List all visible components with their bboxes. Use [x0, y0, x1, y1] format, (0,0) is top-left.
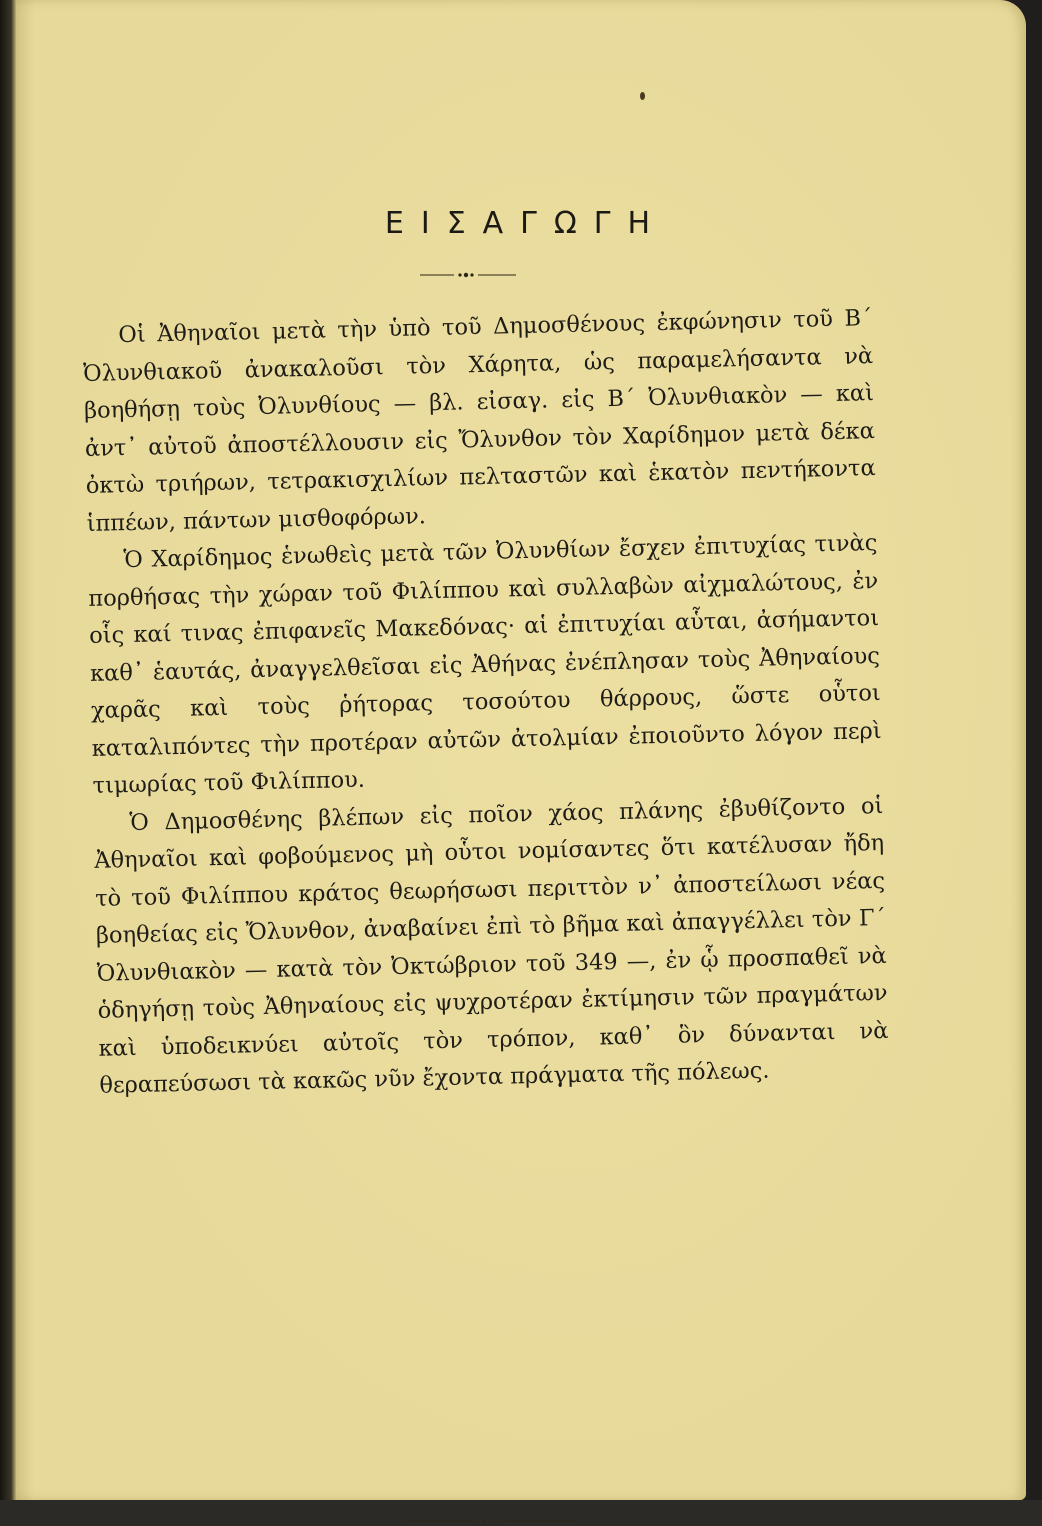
paragraph-1: Οἱ Ἀθηναῖοι μετὰ τὴν ὑπὸ τοῦ Δημοσθένους ἐκφώνησιν τοῦ Β΄ Ὀλυνθιακοῦ ἀνακαλοῦσι τὸν Χάρητα, ὡς παραμελήσαντα νὰ βοηθήσῃ τοὺς Ὀλυνθίους — βλ. εἰσαγ. εἰς Β΄ Ὀλυνθιακὸν — καὶ ἀντ᾽ αὐτοῦ ἀποστέλλουσιν εἰς Ὄλυνθον τὸν Χαρίδημον μετὰ δέκα ὀκτὼ τριήρων, τετρακισχιλίων πελταστῶν καὶ ἑκατὸν πεντήκοντα ἱππέων, πάντων μισθοφόρων. — [82, 305, 876, 537]
page-title: ΕΙΣΑΓΩΓΗ — [384, 206, 668, 241]
body-text — [82, 300, 890, 1105]
end-ornament — [406, 1516, 576, 1526]
paragraph-2: Ὁ Χαρίδημος ἑνωθεὶς μετὰ τῶν Ὀλυνθίων ἔσχεν ἐπιτυχίας τινὰς πορθήσας τὴν χώραν τοῦ Φιλίππου καὶ συλλαβὼν αἰχμαλώτους, ἐν οἷς καί τινας ἐπιφανεῖς Μακεδόνας· αἱ ἐπιτυχίαι αὗται, ἀσήμαντοι καθ᾽ ἑαυτάς, ἀναγγελθεῖσαι εἰς Ἀθήνας ἐνέπλησαν τοὺς Ἀθηναίους χαρᾶς καὶ τοὺς ῥήτορας τοσούτου θάρρους, ὥστε οὗτοι καταλιπόντες τὴν προτέραν αὐτῶν ἀτολμίαν ἐποιοῦντο λόγον περὶ τιμωρίας τοῦ Φιλίππου. — [88, 530, 882, 799]
paragraph-3: Ὁ Δημοσθένης βλέπων εἰς ποῖον χάος πλάνης ἐβυθίζοντο οἱ Ἀθηναῖοι καὶ φοβούμενος μὴ οὗτοι νομίσαντες ὅτι κατέλυσαν ἤδη τὸ τοῦ Φιλίππου κράτος θεωρήσωσι περιττὸν ν᾽ ἀποστείλωσι νέας βοηθείας εἰς Ὄλυνθον, ἀναβαίνει ἐπὶ τὸ βῆμα καὶ ἀπαγγέλλει τὸν Γ΄ Ὀλυνθιακὸν — κατὰ τὸν Ὀκτώβριον τοῦ 349 —, ἐν ᾧ προσπαθεῖ νὰ ὁδηγήσῃ τοὺς Ἀθηναίους εἰς ψυχροτέραν ἐκτίμησιν τῶν πραγμάτων καὶ ὑποδεικνύει αὐτοῖς τὸν τρόπον, καθ᾽ ὃν δύνανται νὰ θεραπεύσωσι τὰ κακῶς νῦν ἔχοντα πράγματα τῆς πόλεως. — [94, 792, 889, 1099]
paper-speck — [640, 92, 645, 100]
title-ornament — [420, 270, 516, 280]
